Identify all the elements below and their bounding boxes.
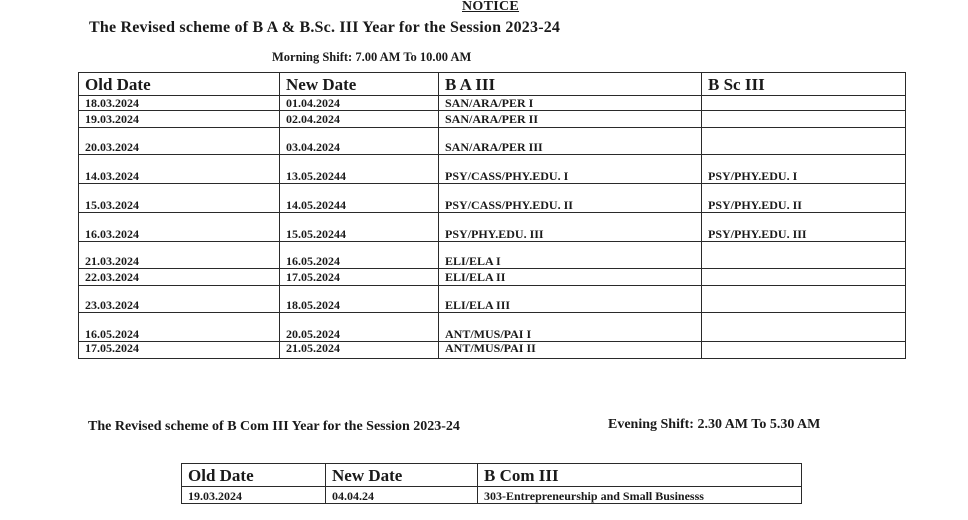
old-date-cell: 14.03.2024 xyxy=(79,155,280,184)
new-date-cell: 04.04.24 xyxy=(326,487,478,504)
ba-bsc-heading: The Revised scheme of B A & B.Sc. III Year for the Session 2023-24 xyxy=(89,19,561,36)
table-row xyxy=(79,213,906,242)
col-header-ba-iii: B A III xyxy=(439,73,702,96)
table-row xyxy=(79,269,906,286)
new-date-cell: 03.04.2024 xyxy=(280,128,439,155)
col-header-new-date: New Date xyxy=(280,73,439,96)
evening-shift-label: Evening Shift: 2.30 AM To 5.30 AM xyxy=(608,417,821,432)
new-date-cell: 18.05.2024 xyxy=(280,286,439,313)
bcom-heading: The Revised scheme of B Com III Year for the Session 2023-24 xyxy=(88,419,460,434)
table-header-row xyxy=(79,73,906,96)
ba-subject-cell: SAN/ARA/PER II xyxy=(439,111,702,128)
ba-bsc-schedule-table xyxy=(78,72,906,359)
ba-subject-cell: PSY/CASS/PHY.EDU. II xyxy=(439,184,702,213)
bsc-subject-cell xyxy=(702,111,906,128)
ba-subject-cell: PSY/PHY.EDU. III xyxy=(439,213,702,242)
bsc-subject-cell xyxy=(702,286,906,313)
bsc-subject-cell xyxy=(702,242,906,269)
table-row xyxy=(79,286,906,313)
col-header-old-date: Old Date xyxy=(182,464,326,487)
table-header-row xyxy=(182,464,802,487)
morning-shift-label: Morning Shift: 7.00 AM To 10.00 AM xyxy=(272,50,472,64)
old-date-cell: 19.03.2024 xyxy=(182,487,326,504)
new-date-cell: 01.04.2024 xyxy=(280,96,439,111)
old-date-cell: 19.03.2024 xyxy=(79,111,280,128)
table-row xyxy=(79,242,906,269)
bsc-subject-cell: PSY/PHY.EDU. I xyxy=(702,155,906,184)
bsc-subject-cell xyxy=(702,128,906,155)
ba-subject-cell: ELI/ELA I xyxy=(439,242,702,269)
new-date-cell: 21.05.2024 xyxy=(280,342,439,359)
new-date-cell: 02.04.2024 xyxy=(280,111,439,128)
old-date-cell: 21.03.2024 xyxy=(79,242,280,269)
table-row xyxy=(182,487,802,504)
col-header-bsc-iii: B Sc III xyxy=(702,73,906,96)
old-date-cell: 17.05.2024 xyxy=(79,342,280,359)
ba-subject-cell: ELI/ELA II xyxy=(439,269,702,286)
col-header-bcom-iii: B Com III xyxy=(478,464,802,487)
table-row xyxy=(79,155,906,184)
old-date-cell: 20.03.2024 xyxy=(79,128,280,155)
ba-subject-cell: ANT/MUS/PAI II xyxy=(439,342,702,359)
old-date-cell: 16.05.2024 xyxy=(79,313,280,342)
bsc-subject-cell xyxy=(702,342,906,359)
bsc-subject-cell xyxy=(702,96,906,111)
ba-subject-cell: SAN/ARA/PER I xyxy=(439,96,702,111)
bcom-subject-cell: 303-Entrepreneurship and Small Businesss xyxy=(478,487,802,504)
old-date-cell: 15.03.2024 xyxy=(79,184,280,213)
new-date-cell: 15.05.20244 xyxy=(280,213,439,242)
table-row xyxy=(79,128,906,155)
ba-subject-cell: ELI/ELA III xyxy=(439,286,702,313)
table-row xyxy=(79,184,906,213)
bsc-subject-cell: PSY/PHY.EDU. III xyxy=(702,213,906,242)
old-date-cell: 18.03.2024 xyxy=(79,96,280,111)
ba-subject-cell: PSY/CASS/PHY.EDU. I xyxy=(439,155,702,184)
new-date-cell: 13.05.20244 xyxy=(280,155,439,184)
table-row xyxy=(79,111,906,128)
table-row xyxy=(79,342,906,359)
old-date-cell: 16.03.2024 xyxy=(79,213,280,242)
new-date-cell: 16.05.2024 xyxy=(280,242,439,269)
table-row xyxy=(79,96,906,111)
old-date-cell: 23.03.2024 xyxy=(79,286,280,313)
new-date-cell: 17.05.2024 xyxy=(280,269,439,286)
col-header-new-date: New Date xyxy=(326,464,478,487)
new-date-cell: 14.05.20244 xyxy=(280,184,439,213)
notice-title: NOTICE xyxy=(462,0,520,14)
ba-subject-cell: ANT/MUS/PAI I xyxy=(439,313,702,342)
bsc-subject-cell xyxy=(702,269,906,286)
bsc-subject-cell: PSY/PHY.EDU. II xyxy=(702,184,906,213)
table-row xyxy=(79,313,906,342)
col-header-old-date: Old Date xyxy=(79,73,280,96)
bcom-schedule-table xyxy=(181,463,802,504)
new-date-cell: 20.05.2024 xyxy=(280,313,439,342)
bsc-subject-cell xyxy=(702,313,906,342)
old-date-cell: 22.03.2024 xyxy=(79,269,280,286)
ba-subject-cell: SAN/ARA/PER III xyxy=(439,128,702,155)
